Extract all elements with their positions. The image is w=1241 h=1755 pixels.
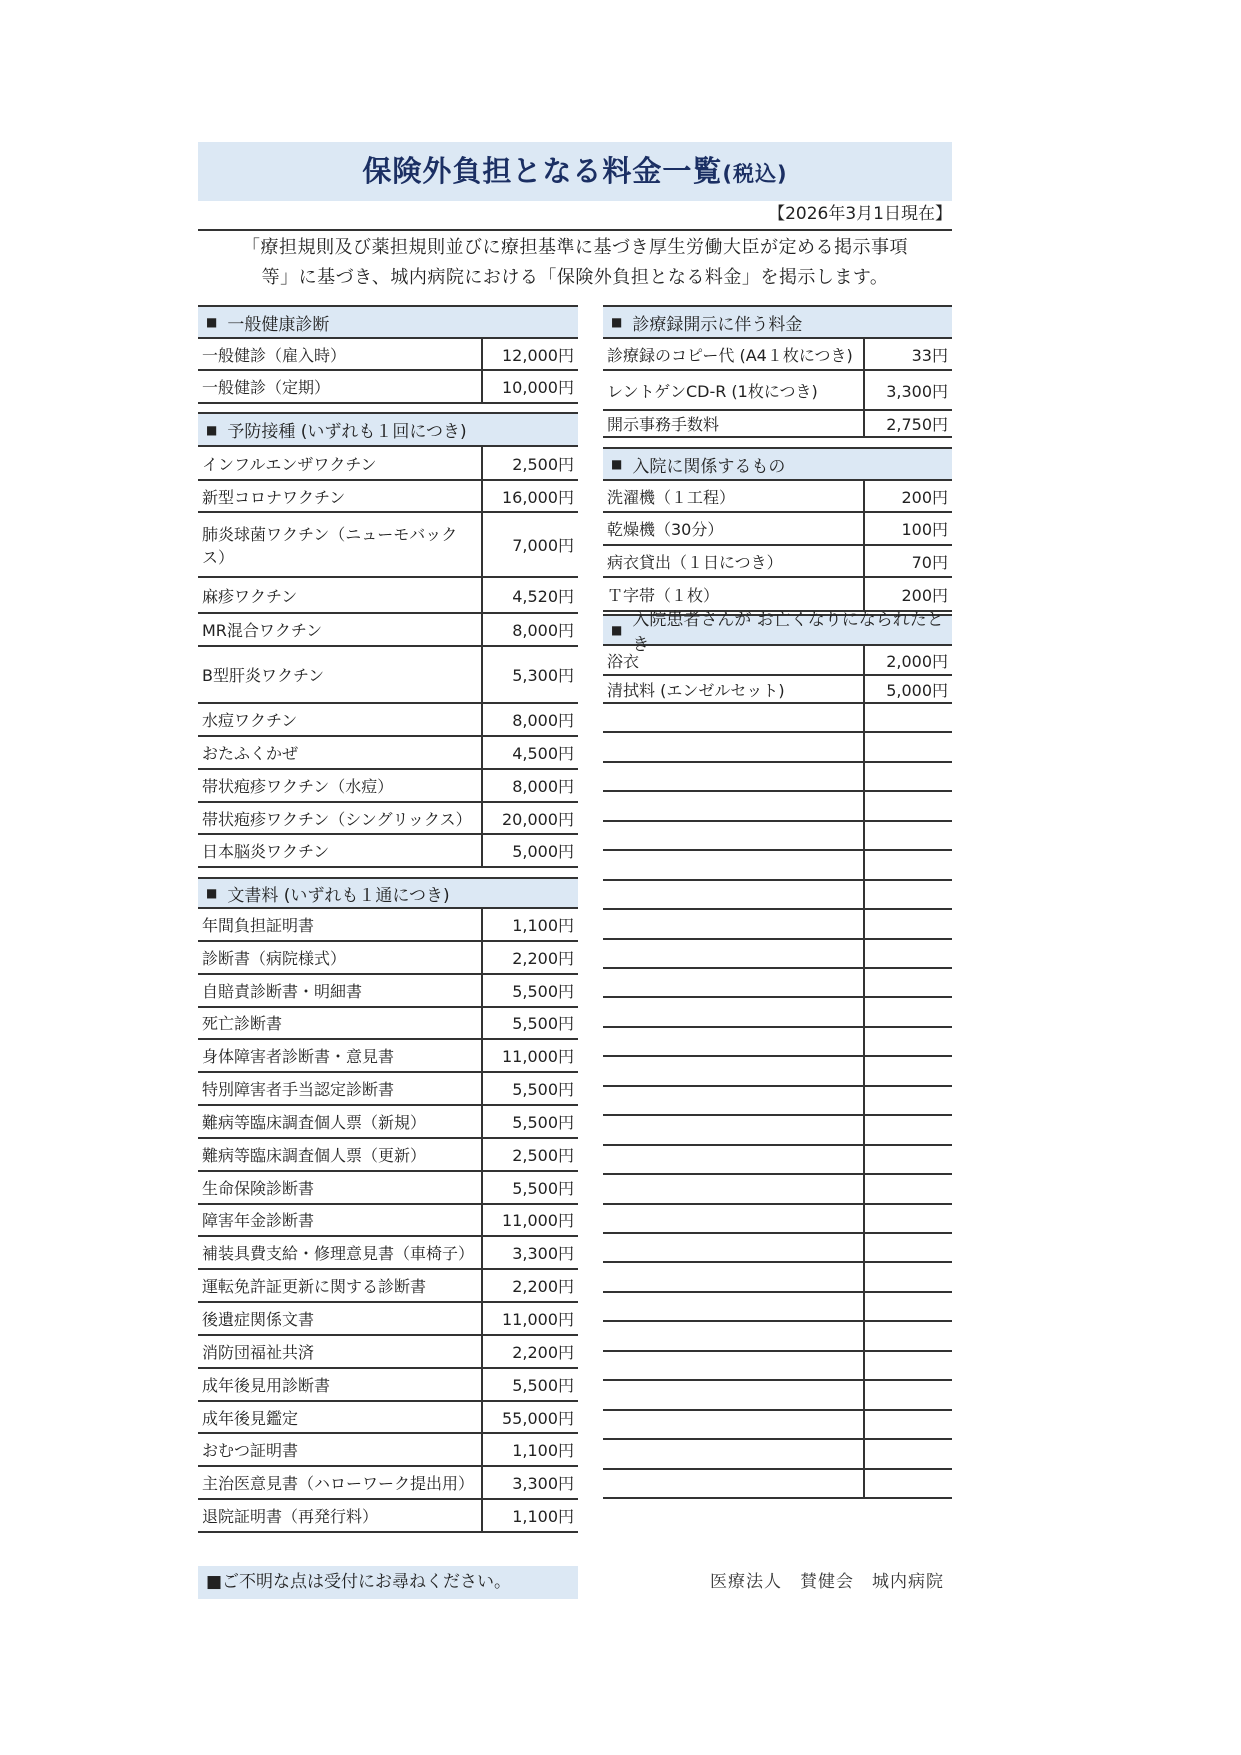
- fee-row: [198, 942, 578, 975]
- fee-item-name: 一般健診（定期）: [198, 371, 483, 402]
- fee-price: 2,000円: [886, 651, 948, 671]
- fee-price: [865, 1263, 952, 1290]
- section-title: 診療録開示に伴う料金: [632, 314, 803, 335]
- fee-price: 55,000円: [502, 1408, 574, 1428]
- fee-price: 2,200円: [512, 1342, 574, 1362]
- square-bullet-icon: ■: [611, 315, 623, 329]
- fee-row: [603, 481, 952, 513]
- fee-item-name: [603, 704, 865, 731]
- intro-line-2: 等」に基づき、城内病院における「保険外負担となる料金」を掲示します。: [261, 267, 889, 288]
- fee-item-name: 診断書（病院様式）: [198, 942, 483, 973]
- fee-row: [198, 1336, 578, 1369]
- section-header: [603, 447, 952, 481]
- organization-name: 医療法人 賛健会 城内病院: [710, 1572, 944, 1592]
- fee-item-name: [603, 910, 865, 937]
- fee-price: 5,500円: [512, 1375, 574, 1395]
- fee-item-name: B型肝炎ワクチン: [198, 647, 483, 702]
- fee-price: 200円: [901, 585, 948, 605]
- fee-price: 8,000円: [512, 621, 574, 640]
- fee-item-name: 死亡診断書: [198, 1008, 483, 1039]
- empty-row: [603, 1116, 952, 1145]
- fee-price: [865, 822, 952, 849]
- fee-item-name: 特別障害者手当認定診断書: [198, 1073, 483, 1104]
- fee-row: [198, 513, 578, 578]
- fee-item-name: 帯状疱疹ワクチン（シングリックス）: [198, 803, 483, 833]
- section-title: 文書料 (いずれも１通につき): [227, 885, 450, 906]
- fee-row: [198, 909, 578, 942]
- fee-price: [865, 851, 952, 878]
- fee-item-name: [603, 1028, 865, 1055]
- empty-row: [603, 1205, 952, 1234]
- fee-item-name: 障害年金診断書: [198, 1205, 483, 1236]
- fee-item-name: 水痘ワクチン: [198, 704, 483, 735]
- fee-item-name: 後遺症関係文書: [198, 1303, 483, 1334]
- fee-price: [865, 1352, 952, 1379]
- fee-item-name: [603, 851, 865, 878]
- empty-row: [603, 1028, 952, 1057]
- empty-row: [603, 763, 952, 792]
- fee-row: [198, 1040, 578, 1073]
- section-header: [198, 877, 578, 909]
- fee-price: 10,000円: [502, 378, 574, 397]
- fee-row: [198, 1237, 578, 1270]
- fee-price: 5,500円: [512, 1178, 574, 1198]
- fee-item-name: [603, 998, 865, 1025]
- fee-row: [198, 1270, 578, 1303]
- fee-price: 12,000円: [502, 345, 574, 365]
- fee-row: [198, 737, 578, 770]
- fee-row: [198, 1467, 578, 1500]
- fee-price: 4,500円: [512, 744, 574, 763]
- section-header: [198, 412, 578, 447]
- fee-row: [198, 835, 578, 868]
- fee-item-name: [603, 1146, 865, 1173]
- section-header: [603, 610, 952, 655]
- fee-price: 11,000円: [502, 1211, 574, 1231]
- fee-price: [865, 763, 952, 790]
- empty-row: [603, 1352, 952, 1381]
- fee-row: [198, 1369, 578, 1402]
- fee-item-name: 病衣貸出（１日につき）: [603, 546, 865, 576]
- square-bullet-icon: ■: [206, 886, 218, 900]
- fee-row: [198, 1205, 578, 1238]
- fee-price: 33円: [911, 345, 948, 365]
- fee-row: [198, 447, 578, 481]
- empty-row: [603, 1087, 952, 1116]
- fee-price: 3,300円: [512, 1244, 574, 1264]
- fee-item-name: [603, 1352, 865, 1379]
- fee-item-name: 浴衣: [603, 646, 865, 674]
- fee-row: [198, 704, 578, 737]
- fee-item-name: 清拭料 (エンゼルセット): [603, 676, 865, 702]
- section-title: 予防接種 (いずれも１回につき): [227, 422, 467, 442]
- empty-row: [603, 1411, 952, 1440]
- fee-item-name: 生命保険診断書: [198, 1172, 483, 1203]
- fee-item-name: 肺炎球菌ワクチン（ニューモバックス）: [198, 513, 483, 576]
- intro-line-1: 「療担規則及び薬担規則並びに療担基準に基づき厚生労働大臣が定める掲示事項: [242, 237, 908, 258]
- square-bullet-icon: ■: [206, 315, 218, 329]
- fee-price: 2,500円: [512, 1145, 574, 1165]
- fee-price: [865, 792, 952, 819]
- square-bullet-icon: ■: [611, 457, 623, 471]
- fee-item-name: 年間負担証明書: [198, 909, 483, 940]
- fee-price: 100円: [901, 520, 948, 539]
- fee-price: [865, 1381, 952, 1408]
- section-title: 一般健康診断: [227, 314, 330, 335]
- fee-item-name: 洗濯機（１工程）: [603, 481, 865, 511]
- empty-row: [603, 940, 952, 969]
- fee-item-name: おたふくかぜ: [198, 737, 483, 768]
- square-bullet-icon: ■: [206, 422, 218, 437]
- fee-row: [198, 770, 578, 803]
- fee-item-name: 新型コロナワクチン: [198, 481, 483, 511]
- fee-row: [198, 371, 578, 404]
- fee-row: [198, 647, 578, 704]
- fee-item-name: [603, 763, 865, 790]
- fee-item-name: [603, 1293, 865, 1320]
- fee-item-name: 退院証明書（再発行料）: [198, 1500, 483, 1531]
- fee-price: 5,500円: [512, 1080, 574, 1100]
- fee-item-name: [603, 822, 865, 849]
- fee-row: [198, 339, 578, 371]
- fee-price: 2,750円: [886, 415, 948, 434]
- fee-price: 3,300円: [886, 381, 948, 401]
- fee-item-name: [603, 1470, 865, 1497]
- fee-price: 5,500円: [512, 981, 574, 1001]
- fee-price: [865, 1205, 952, 1232]
- empty-row: [603, 998, 952, 1027]
- fee-item-name: 自賠責診断書・明細書: [198, 975, 483, 1006]
- empty-row: [603, 1263, 952, 1292]
- fee-price: 11,000円: [502, 1047, 574, 1067]
- fee-row: [198, 975, 578, 1008]
- fee-price: [865, 733, 952, 760]
- fee-item-name: [603, 1057, 865, 1084]
- fee-price: [865, 1470, 952, 1497]
- fee-row: [603, 676, 952, 704]
- page-title-text: 保険外負担となる料金一覧: [362, 154, 723, 188]
- fee-price: 2,200円: [512, 1277, 574, 1297]
- fee-item-name: おむつ証明書: [198, 1434, 483, 1465]
- fee-item-name: [603, 1087, 865, 1114]
- fee-price: [865, 1028, 952, 1055]
- empty-row: [603, 910, 952, 939]
- fee-item-name: MR混合ワクチン: [198, 614, 483, 645]
- fee-row: [603, 371, 952, 411]
- fee-item-name: [603, 1440, 865, 1467]
- fee-price: 3,300円: [512, 1474, 574, 1494]
- fee-item-name: [603, 1322, 865, 1349]
- fee-item-name: レントゲンCD-R (1枚につき): [603, 371, 865, 409]
- fee-item-name: [603, 969, 865, 996]
- fee-price: 8,000円: [512, 777, 574, 796]
- fee-price: 1,100円: [512, 1507, 574, 1527]
- fee-item-name: Ｔ字帯（１枚）: [603, 578, 865, 610]
- fee-item-name: 難病等臨床調査個人票（更新）: [198, 1139, 483, 1170]
- fee-item-name: 主治医意見書（ハローワーク提出用）: [198, 1467, 483, 1498]
- fee-price: 11,000円: [502, 1310, 574, 1329]
- tax-included-label: (税込): [722, 162, 788, 186]
- fee-price: [865, 1116, 952, 1143]
- fee-price: 5,500円: [512, 1014, 574, 1034]
- fee-price: 7,000円: [512, 536, 574, 555]
- fee-item-name: 日本脳炎ワクチン: [198, 835, 483, 866]
- fee-row: [198, 1172, 578, 1205]
- fee-price: 2,500円: [512, 454, 574, 474]
- empty-row: [603, 1234, 952, 1263]
- header-divider: [198, 229, 952, 231]
- empty-row: [603, 1470, 952, 1499]
- fee-item-name: [603, 1116, 865, 1143]
- effective-date: 【2026年3月1日現在】: [768, 204, 952, 224]
- fee-price: [865, 998, 952, 1025]
- fee-item-name: [603, 1175, 865, 1202]
- section-header: [603, 305, 952, 339]
- fee-row: [198, 614, 578, 647]
- fee-price: [865, 881, 952, 908]
- fee-price: [865, 1057, 952, 1084]
- fee-row: [198, 1008, 578, 1041]
- fee-item-name: [603, 1381, 865, 1408]
- fee-price: [865, 1293, 952, 1320]
- fee-price: [865, 704, 952, 731]
- fee-item-name: 成年後見鑑定: [198, 1402, 483, 1433]
- fee-row: [603, 546, 952, 578]
- fee-item-name: [603, 792, 865, 819]
- fee-price: 1,100円: [512, 915, 574, 935]
- section-title: 入院に関係するもの: [632, 456, 786, 477]
- empty-row: [603, 704, 952, 733]
- fee-row: [603, 339, 952, 371]
- fee-price: 4,520円: [512, 586, 574, 606]
- empty-row: [603, 881, 952, 910]
- fee-item-name: [603, 1263, 865, 1290]
- empty-row: [603, 1293, 952, 1322]
- fee-row: [198, 578, 578, 614]
- page-title: [198, 142, 952, 201]
- fee-price: 2,200円: [512, 948, 574, 968]
- fee-item-name: 成年後見用診断書: [198, 1369, 483, 1400]
- fee-item-name: 診療録のコピー代 (A4１枚につき): [603, 339, 865, 369]
- fee-price: 1,100円: [512, 1441, 574, 1461]
- fee-item-name: 帯状疱疹ワクチン（水痘）: [198, 770, 483, 801]
- fee-price: [865, 910, 952, 937]
- fee-price: 200円: [901, 487, 948, 507]
- fee-price: [865, 1440, 952, 1467]
- fee-item-name: [603, 1234, 865, 1261]
- fee-item-name: [603, 733, 865, 760]
- fee-price: 70円: [911, 552, 948, 572]
- fee-item-name: 消防団福祉共済: [198, 1336, 483, 1367]
- fee-row: [603, 646, 952, 676]
- empty-row: [603, 1322, 952, 1351]
- fee-row: [198, 803, 578, 835]
- section-header: [198, 305, 578, 339]
- fee-item-name: 乾燥機（30分）: [603, 513, 865, 544]
- fee-row: [603, 513, 952, 546]
- fee-price: [865, 1411, 952, 1438]
- empty-row: [603, 822, 952, 851]
- fee-row: [198, 1303, 578, 1336]
- empty-row: [603, 733, 952, 762]
- fee-item-name: 身体障害者診断書・意見書: [198, 1040, 483, 1071]
- fee-row: [603, 411, 952, 438]
- fee-item-name: 補装具費支給・修理意見書（車椅子）: [198, 1237, 483, 1268]
- fee-item-name: [603, 940, 865, 967]
- fee-price: [865, 1087, 952, 1114]
- fee-row: [198, 1106, 578, 1139]
- fee-item-name: [603, 1205, 865, 1232]
- inquiry-note: ■ご不明な点は受付にお尋ねください。: [198, 1566, 578, 1599]
- fee-row: [198, 1073, 578, 1106]
- fee-price: [865, 1322, 952, 1349]
- fee-item-name: 一般健診（雇入時）: [198, 339, 483, 369]
- fee-row: [198, 1402, 578, 1435]
- fee-row: [198, 481, 578, 513]
- fee-price: [865, 969, 952, 996]
- section-title: 入院患者さんが お亡くなりになられたとき: [632, 610, 944, 655]
- empty-row: [603, 1440, 952, 1469]
- empty-row: [603, 1146, 952, 1175]
- fee-item-name: インフルエンザワクチン: [198, 447, 483, 479]
- fee-row: [198, 1500, 578, 1533]
- fee-item-name: [603, 1411, 865, 1438]
- fee-item-name: [603, 881, 865, 908]
- fee-price: 16,000円: [502, 487, 574, 507]
- square-bullet-icon: ■: [611, 623, 623, 637]
- fee-price: [865, 1234, 952, 1261]
- empty-row: [603, 792, 952, 821]
- fee-item-name: 難病等臨床調査個人票（新規）: [198, 1106, 483, 1137]
- empty-row: [603, 969, 952, 998]
- empty-row: [603, 1175, 952, 1204]
- empty-row: [603, 1381, 952, 1410]
- fee-price: [865, 940, 952, 967]
- fee-item-name: 運転免許証更新に関する診断書: [198, 1270, 483, 1301]
- fee-item-name: 開示事務手数料: [603, 411, 865, 436]
- fee-item-name: 麻疹ワクチン: [198, 578, 483, 612]
- fee-price: 5,000円: [512, 842, 574, 861]
- fee-price: 8,000円: [512, 711, 574, 730]
- fee-price: [865, 1146, 952, 1173]
- empty-row: [603, 1057, 952, 1086]
- fee-price: 5,300円: [512, 666, 574, 685]
- fee-price: 5,500円: [512, 1112, 574, 1132]
- fee-row: [198, 1434, 578, 1467]
- fee-price: 20,000円: [502, 809, 574, 829]
- fee-price: [865, 1175, 952, 1202]
- empty-row: [603, 851, 952, 880]
- fee-price: 5,000円: [886, 680, 948, 700]
- fee-row: [198, 1139, 578, 1172]
